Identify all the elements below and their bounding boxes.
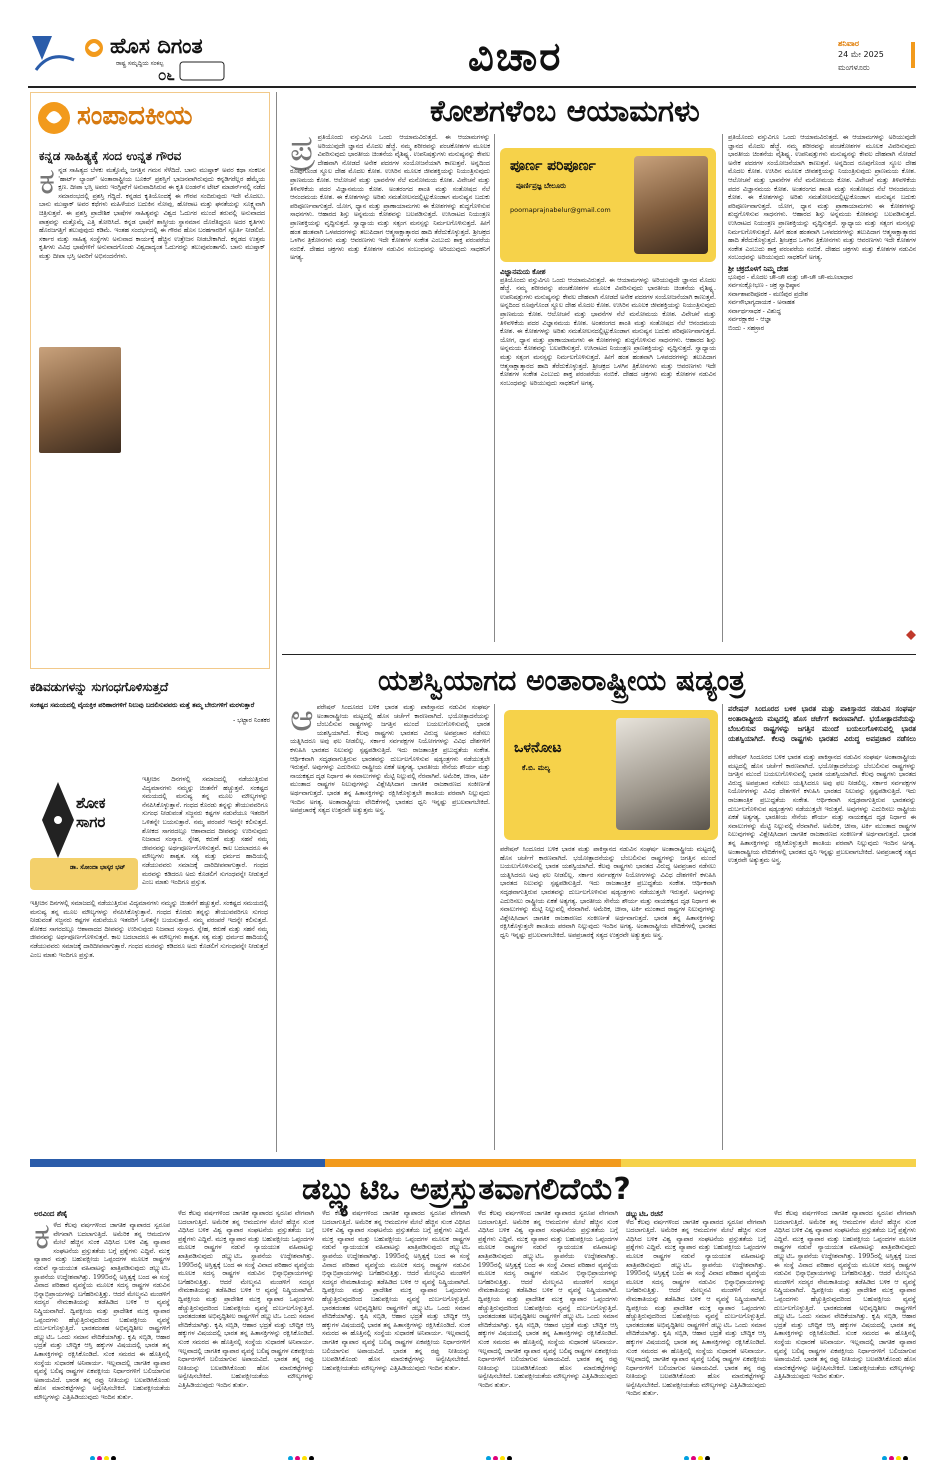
second-article — [282, 660, 916, 1154]
editorial-dropcap: ಕ — [39, 167, 56, 202]
paper-name: ಹೊಸ ದಿಗಂತ — [110, 34, 203, 58]
reg-mark — [684, 1446, 712, 1454]
section-divider — [30, 1159, 916, 1167]
reg-mark — [288, 1446, 316, 1454]
bottom-col-5 — [626, 1210, 766, 1436]
lead-subhead-sri: ಶ್ರೀ ಚಕ್ರದೊಳಗೆ ನಿಮ್ಮ ದೇಹ — [728, 264, 789, 273]
editorial-body — [39, 167, 265, 663]
bottom-col-4 — [478, 1210, 618, 1436]
reg-mark — [90, 1446, 118, 1454]
editorial-label: ಸಂಪಾದಕೀಯ — [77, 101, 193, 131]
editorial-logo-icon — [37, 101, 71, 135]
reg-mark — [882, 1446, 910, 1454]
bottom-col-2 — [178, 1210, 314, 1436]
second-col-2 — [500, 846, 716, 1150]
lead-col-3 — [728, 134, 916, 642]
second-author-photo — [616, 718, 710, 830]
bottom-text-6: ಳೆದ ಕೆಲವು ವರ್ಷಗಳಿಂದ ಜಾಗತಿಕ ವ್ಯಾಪಾರದ ಸ್ವರೂಪ ವೇಗವಾಗಿ ಬದಲಾಗುತ್ತಿದೆ. ಅಮೆರಿಕ ತನ್ನ ಆಮದುಗಳ ಮೇಲೆ ಹೆಚ್ಚಿನ ಸುಂಕ ವಿಧಿಸಿದ ಬಳಿಕ ವಿಶ್ವ ವ್ಯಾಪಾರ ಸಂಘಟನೆಯ ಪ್ರಸ್ತುತತೆಯ ಬಗ್ಗೆ ಪ್ರಶ್ನೆಗಳು ಎದ್ದಿವೆ. ಮುಕ್ತ ವ್ಯಾಪಾರ ಮತ್ತು ಬಹುಪಕ್ಷೀಯ ಒಪ್ಪಂದಗಳ ಮೂಲಕ ರಾಷ್ಟ್ರಗಳ ನಡುವೆ ನ್ಯಾಯಯುತ ವಹಿವಾಟನ್ನು ಖಾತ್ರಿಪಡಿಸುವುದು ಡಬ್ಲ್ಯುಟಿಒ ಸ್ಥಾಪನೆಯ ಉದ್ದೇಶವಾಗಿತ್ತು. 1995ರಲ್ಲಿ ಅಸ್ತಿತ್ವಕ್ಕೆ ಬಂದ ಈ ಸಂಸ್ಥೆ ವಿವಾದ ಪರಿಹಾರ ವ್ಯವಸ್ಥೆಯ ಮೂಲಕ ಸದಸ್ಯ ರಾಷ್ಟ್ರಗಳ ನಡುವಿನ ಭಿನ್ನಾಭಿಪ್ರಾಯಗಳನ್ನು ಬಗೆಹರಿಸುತ್ತಿತ್ತು. ಆದರೆ ಮೇಲ್ಮನವಿ ಮಂಡಳಿಗೆ ಸದಸ್ಯರ ನೇಮಕಾತಿಯನ್ನು ತಡೆಹಿಡಿದ ಬಳಿಕ ಆ ವ್ಯವಸ್ಥೆ ನಿಷ್ಕ್ರಿಯವಾಗಿದೆ. ದ್ವಿಪಕ್ಷೀಯ ಮತ್ತು ಪ್ರಾದೇಶಿಕ ಮುಕ್ತ ವ್ಯಾಪಾರ ಒಪ್ಪಂದಗಳು ಹೆಚ್ಚುತ್ತಿರುವುದರಿಂದ ಬಹುಪಕ್ಷೀಯ ವ್ಯವಸ್ಥೆ ದುರ್ಬಲಗೊಳ್ಳುತ್ತಿದೆ. ಭಾರತದಂತಹ ಅಭಿವೃದ್ಧಿಶೀಲ ರಾಷ್ಟ್ರಗಳಿಗೆ ಡಬ್ಲ್ಯುಟಿಒ ಒಂದು ಸಮಾನ ವೇದಿಕೆಯಾಗಿತ್ತು. ಕೃಷಿ ಸಬ್ಸಿಡಿ, ಆಹಾರ ಭದ್ರತೆ ಮತ್ತು ಬೌದ್ಧಿಕ ಆಸ್ತಿ ಹಕ್ಕುಗಳ ವಿಷಯದಲ್ಲಿ ಭಾರತ ತನ್ನ ಹಿತಾಸಕ್ತಿಗಳನ್ನು ರಕ್ಷಿಸಿಕೊಂಡಿದೆ. ಸುಂಕ ಸಮರದ ಈ ಹೊತ್ತಿನಲ್ಲಿ ಸಂಸ್ಥೆಯ ಸುಧಾರಣೆ ಅನಿವಾರ್ಯ. ಇಲ್ಲವಾದಲ್ಲಿ ಜಾಗತಿಕ ವ್ಯಾಪಾರ ವ್ಯವಸ್ಥೆ ಬಲಿಷ್ಠ ರಾಷ್ಟ್ರಗಳ ಏಕಪಕ್ಷೀಯ ನಿರ್ಧಾರಗಳಿಗೆ ಬಲಿಯಾಗುವ ಅಪಾಯವಿದೆ. ಭಾರತ ತನ್ನ ರಫ್ತು ನೀತಿಯನ್ನು ಬಲಪಡಿಸಿಕೊಂಡು ಹೊಸ ಮಾರುಕಟ್ಟೆಗಳನ್ನು ಅನ್ವೇಷಿಸಬೇಕಿದೆ. ಬಹುಪಕ್ಷೀಯತೆಯ ಮೌಲ್ಯಗಳನ್ನು ಎತ್ತಿಹಿಡಿಯುವುದು ಇಂದಿನ ತುರ್ತು. — [774, 1210, 916, 1381]
section-title: ವಿಚಾರ — [468, 34, 563, 80]
lead-side-line-4: ಸರ್ವಾರ್ಥಸಾಧಕ - ವಿಶುದ್ಧ — [728, 307, 781, 315]
lead-column-name: ಪೂರ್ಣ ಪರಿಪೂರ್ಣ — [510, 158, 596, 174]
second-text-2: ಪರೇಷನ್ ಸಿಂದೂರದ ಬಳಿಕ ಭಾರತ ಮತ್ತು ಪಾಕಿಸ್ತಾನದ ನಡುವಿನ ಸಂಘರ್ಷ ಅಂತಾರಾಷ್ಟ್ರೀಯ ಮಟ್ಟದಲ್ಲಿ ಹೊಸ ಚರ್ಚೆಗೆ ಕಾರಣವಾಗಿದೆ. ಭಯೋತ್ಪಾದನೆಯನ್ನು ಬೆಂಬಲಿಸುವ ರಾಷ್ಟ್ರಗಳನ್ನು ಜಗತ್ತಿನ ಮುಂದೆ ಬಯಲುಗೊಳಿಸುವಲ್ಲಿ ಭಾರತ ಯಶಸ್ವಿಯಾಗಿದೆ. ಕೆಲವು ರಾಷ್ಟ್ರಗಳು ಭಾರತದ ವಿರುದ್ಧ ಅಪಪ್ರಚಾರ ನಡೆಸಲು ಯತ್ನಿಸಿದರೂ ಅವು ಫಲ ನೀಡಲಿಲ್ಲ. ಸರ್ಕಾರ ಸರ್ವಪಕ್ಷಗಳ ನಿಯೋಗಗಳನ್ನು ವಿವಿಧ ದೇಶಗಳಿಗೆ ಕಳುಹಿಸಿ ಭಾರತದ ನಿಲುವನ್ನು ಸ್ಪಷ್ಟಪಡಿಸುತ್ತಿದೆ. ಇದು ರಾಜತಾಂತ್ರಿಕ ಪ್ರಬುದ್ಧತೆಯ ಸಂಕೇತ. ಆರ್ಥಿಕವಾಗಿ ಸದೃಢವಾಗುತ್ತಿರುವ ಭಾರತವನ್ನು ದುರ್ಬಲಗೊಳಿಸುವ ಷಡ್ಯಂತ್ರಗಳು ನಡೆಯುತ್ತಲೇ ಇರುತ್ತವೆ. ಅವುಗಳನ್ನು ಎದುರಿಸಲು ರಾಷ್ಟ್ರೀಯ ಏಕತೆ ಅತ್ಯಗತ್ಯ. ಭಾರತೀಯ ಸೇನೆಯ ಶೌರ್ಯ ಮತ್ತು ನಾಯಕತ್ವದ ದೃಢ ನಿರ್ಧಾರ ಈ ಸವಾಲುಗಳನ್ನು ಮೆಟ್ಟಿ ನಿಲ್ಲುವಲ್ಲಿ ನೆರವಾಗಿವೆ. ಅಮೆರಿಕ, ಚೀನಾ, ಟರ್ಕಿ ಮುಂತಾದ ರಾಷ್ಟ್ರಗಳ ನಿಲುವುಗಳನ್ನು ವಿಶ್ಲೇಷಿಸಿದಾಗ ಜಾಗತಿಕ ರಾಜಕಾರಣದ ಸಂಕೀರ್ಣತೆ ಅರ್ಥವಾಗುತ್ತದೆ. ಭಾರತ ತನ್ನ ಹಿತಾಸಕ್ತಿಗಳನ್ನು ರಕ್ಷಿಸಿಕೊಳ್ಳುತ್ತಲೇ ಶಾಂತಿಯ ಪರವಾಗಿ ನಿಲ್ಲುವುದು ಇಂದಿನ ಅಗತ್ಯ. ಅಂತಾರಾಷ್ಟ್ರೀಯ ವೇದಿಕೆಗಳಲ್ಲಿ ಭಾರತದ ಧ್ವನಿ ಇನ್ನಷ್ಟು ಪ್ರಬಲವಾಗಬೇಕಿದೆ. ಅಪಪ್ರಚಾರಕ್ಕೆ ಸತ್ಯದ ಉತ್ತರವೇ ಅತ್ಯುತ್ತಮ ಅಸ್ತ್ರ. — [500, 846, 716, 939]
lead-side-line-5: ಸರ್ವರಕ್ಷಾಕರ - ಆಜ್ಞಾ — [728, 316, 772, 324]
divider-gold — [621, 1159, 916, 1167]
lead-text-3: ಪ್ರತಿಯೊಂದು ವಸ್ತುವಿಗೂ ಒಂದು ಆಯಾಮವಿರುತ್ತದೆ. ಈ ಆಯಾಮಗಳನ್ನು ಅರಿಯುವುದೇ ಜ್ಞಾನದ ಮೊದಲ ಹೆಜ್ಜೆ. ನಮ್ಮ ಶರೀರವನ್ನು ಪಂಚಕೋಶಗಳ ಮೂಲಕ ವಿವರಿಸುವುದು ಭಾರತೀಯ ಚಿಂತನೆಯ ವೈಶಿಷ್ಟ್ಯ. ಉಪನಿಷತ್ತುಗಳು ಮನುಷ್ಯನನ್ನು ಕೇವಲ ದೇಹವಾಗಿ ನೋಡದೆ ಅನೇಕ ಪದರಗಳ ಸಂಯೋಜನೆಯಾಗಿ ಕಾಣುತ್ತವೆ. ಅನ್ನದಿಂದ ರೂಪುಗೊಂಡ ಸ್ಥೂಲ ದೇಹ ಮೊದಲ ಕೋಶ. ಉಸಿರಿನ ಮೂಲಕ ಜೀವಶಕ್ತಿಯನ್ನು ನಿಯಂತ್ರಿಸುವುದು ಪ್ರಾಣಮಯ ಕೋಶ. ಆಲೋಚನೆ ಮತ್ತು ಭಾವನೆಗಳ ನೆಲೆ ಮನೋಮಯ ಕೋಶ. ವಿವೇಚನೆ ಮತ್ತು ತಿಳಿವಳಿಕೆಯ ಪದರ ವಿಜ್ಞಾನಮಯ ಕೋಶ. ಅಂತರಂಗದ ಶಾಂತಿ ಮತ್ತು ಸಂತೋಷದ ನೆಲೆ ಆನಂದಮಯ ಕೋಶ. ಈ ಕೋಶಗಳನ್ನು ಅರಿತು ಸಮತೋಲನದಲ್ಲಿಟ್ಟುಕೊಂಡಾಗ ಮನುಷ್ಯನ ಬದುಕು ಪರಿಪೂರ್ಣವಾಗುತ್ತದೆ. ಯೋಗ, ಧ್ಯಾನ ಮತ್ತು ಪ್ರಾಣಾಯಾಮಗಳು ಈ ಕೋಶಗಳನ್ನು ಶುದ್ಧಗೊಳಿಸುವ ಸಾಧನಗಳು. ಆಹಾರದ ಶಿಸ್ತು ಅನ್ನಮಯ ಕೋಶವನ್ನು ಬಲಪಡಿಸುತ್ತದೆ. ಉಸಿರಾಟದ ನಿಯಂತ್ರಣ ಪ್ರಾಣಶಕ್ತಿಯನ್ನು ವೃದ್ಧಿಸುತ್ತದೆ. ಸ್ವಾಧ್ಯಾಯ ಮತ್ತು ಸತ್ಸಂಗ ಮನಸ್ಸನ್ನು ನಿರ್ಮಲಗೊಳಿಸುತ್ತದೆ. ಹೀಗೆ ಹಂತ ಹಂತವಾಗಿ ಒಳಪದರಗಳನ್ನು ತಲುಪಿದಾಗ ಆತ್ಮಸಾಕ್ಷಾತ್ಕಾರದ ಹಾದಿ ತೆರೆದುಕೊಳ್ಳುತ್ತದೆ. ಶ್ರೀಚಕ್ರದ ಒಳಗಿನ ತ್ರಿಕೋನಗಳು ಮತ್ತು ಆವರಣಗಳು ಇದೇ ಕೋಶಗಳ ಸಂಕೇತ ಎಂಬುದು ಶಾಕ್ತ ಪರಂಪರೆಯ ನಂಬಿಕೆ. ದೇಹದ ಚಕ್ರಗಳು ಮತ್ತು ಕೋಶಗಳ ನಡುವಿನ ಸಂಬಂಧವನ್ನು ಅರಿಯುವುದು ಸಾಧಕನಿಗೆ ಅಗತ್ಯ. — [728, 134, 916, 262]
divider-orange — [325, 1159, 620, 1167]
paper-tagline: ರಾಷ್ಟ್ರ ಸಮೃದ್ಧಿಯ ಸಂಕಲ್ಪ — [116, 60, 164, 67]
lead-text-2: ಪ್ರತಿಯೊಂದು ವಸ್ತುವಿಗೂ ಒಂದು ಆಯಾಮವಿರುತ್ತದೆ. ಈ ಆಯಾಮಗಳನ್ನು ಅರಿಯುವುದೇ ಜ್ಞಾನದ ಮೊದಲ ಹೆಜ್ಜೆ. ನಮ್ಮ ಶರೀರವನ್ನು ಪಂಚಕೋಶಗಳ ಮೂಲಕ ವಿವರಿಸುವುದು ಭಾರತೀಯ ಚಿಂತನೆಯ ವೈಶಿಷ್ಟ್ಯ. ಉಪನಿಷತ್ತುಗಳು ಮನುಷ್ಯನನ್ನು ಕೇವಲ ದೇಹವಾಗಿ ನೋಡದೆ ಅನೇಕ ಪದರಗಳ ಸಂಯೋಜನೆಯಾಗಿ ಕಾಣುತ್ತವೆ. ಅನ್ನದಿಂದ ರೂಪುಗೊಂಡ ಸ್ಥೂಲ ದೇಹ ಮೊದಲ ಕೋಶ. ಉಸಿರಿನ ಮೂಲಕ ಜೀವಶಕ್ತಿಯನ್ನು ನಿಯಂತ್ರಿಸುವುದು ಪ್ರಾಣಮಯ ಕೋಶ. ಆಲೋಚನೆ ಮತ್ತು ಭಾವನೆಗಳ ನೆಲೆ ಮನೋಮಯ ಕೋಶ. ವಿವೇಚನೆ ಮತ್ತು ತಿಳಿವಳಿಕೆಯ ಪದರ ವಿಜ್ಞಾನಮಯ ಕೋಶ. ಅಂತರಂಗದ ಶಾಂತಿ ಮತ್ತು ಸಂತೋಷದ ನೆಲೆ ಆನಂದಮಯ ಕೋಶ. ಈ ಕೋಶಗಳನ್ನು ಅರಿತು ಸಮತೋಲನದಲ್ಲಿಟ್ಟುಕೊಂಡಾಗ ಮನುಷ್ಯನ ಬದುಕು ಪರಿಪೂರ್ಣವಾಗುತ್ತದೆ. ಯೋಗ, ಧ್ಯಾನ ಮತ್ತು ಪ್ರಾಣಾಯಾಮಗಳು ಈ ಕೋಶಗಳನ್ನು ಶುದ್ಧಗೊಳಿಸುವ ಸಾಧನಗಳು. ಆಹಾರದ ಶಿಸ್ತು ಅನ್ನಮಯ ಕೋಶವನ್ನು ಬಲಪಡಿಸುತ್ತದೆ. ಉಸಿರಾಟದ ನಿಯಂತ್ರಣ ಪ್ರಾಣಶಕ್ತಿಯನ್ನು ವೃದ್ಧಿಸುತ್ತದೆ. ಸ್ವಾಧ್ಯಾಯ ಮತ್ತು ಸತ್ಸಂಗ ಮನಸ್ಸನ್ನು ನಿರ್ಮಲಗೊಳಿಸುತ್ತದೆ. ಹೀಗೆ ಹಂತ ಹಂತವಾಗಿ ಒಳಪದರಗಳನ್ನು ತಲುಪಿದಾಗ ಆತ್ಮಸಾಕ್ಷಾತ್ಕಾರದ ಹಾದಿ ತೆರೆದುಕೊಳ್ಳುತ್ತದೆ. ಶ್ರೀಚಕ್ರದ ಒಳಗಿನ ತ್ರಿಕೋನಗಳು ಮತ್ತು ಆವರಣಗಳು ಇದೇ ಕೋಶಗಳ ಸಂಕೇತ ಎಂಬುದು ಶಾಕ್ತ ಪರಂಪರೆಯ ನಂಬಿಕೆ. ದೇಹದ ಚಕ್ರಗಳು ಮತ್ತು ಕೋಶಗಳ ನಡುವಿನ ಸಂಬಂಧವನ್ನು ಅರಿಯುವುದು ಸಾಧಕನಿಗೆ ಅಗತ್ಯ. — [500, 276, 716, 387]
sidebar-author: - ಭಟ್ಟಾರ ನಿಂತಕರ — [232, 716, 270, 724]
bottom-col-3 — [322, 1210, 470, 1436]
city: ಮಂಗಳೂರು — [838, 63, 870, 72]
second-author: ಕೆ.ಬಿ. ಮಲ್ಯ — [522, 764, 551, 772]
bottom-text-3: ಳೆದ ಕೆಲವು ವರ್ಷಗಳಿಂದ ಜಾಗತಿಕ ವ್ಯಾಪಾರದ ಸ್ವರೂಪ ವೇಗವಾಗಿ ಬದಲಾಗುತ್ತಿದೆ. ಅಮೆರಿಕ ತನ್ನ ಆಮದುಗಳ ಮೇಲೆ ಹೆಚ್ಚಿನ ಸುಂಕ ವಿಧಿಸಿದ ಬಳಿಕ ವಿಶ್ವ ವ್ಯಾಪಾರ ಸಂಘಟನೆಯ ಪ್ರಸ್ತುತತೆಯ ಬಗ್ಗೆ ಪ್ರಶ್ನೆಗಳು ಎದ್ದಿವೆ. ಮುಕ್ತ ವ್ಯಾಪಾರ ಮತ್ತು ಬಹುಪಕ್ಷೀಯ ಒಪ್ಪಂದಗಳ ಮೂಲಕ ರಾಷ್ಟ್ರಗಳ ನಡುವೆ ನ್ಯಾಯಯುತ ವಹಿವಾಟನ್ನು ಖಾತ್ರಿಪಡಿಸುವುದು ಡಬ್ಲ್ಯುಟಿಒ ಸ್ಥಾಪನೆಯ ಉದ್ದೇಶವಾಗಿತ್ತು. 1995ರಲ್ಲಿ ಅಸ್ತಿತ್ವಕ್ಕೆ ಬಂದ ಈ ಸಂಸ್ಥೆ ವಿವಾದ ಪರಿಹಾರ ವ್ಯವಸ್ಥೆಯ ಮೂಲಕ ಸದಸ್ಯ ರಾಷ್ಟ್ರಗಳ ನಡುವಿನ ಭಿನ್ನಾಭಿಪ್ರಾಯಗಳನ್ನು ಬಗೆಹರಿಸುತ್ತಿತ್ತು. ಆದರೆ ಮೇಲ್ಮನವಿ ಮಂಡಳಿಗೆ ಸದಸ್ಯರ ನೇಮಕಾತಿಯನ್ನು ತಡೆಹಿಡಿದ ಬಳಿಕ ಆ ವ್ಯವಸ್ಥೆ ನಿಷ್ಕ್ರಿಯವಾಗಿದೆ. ದ್ವಿಪಕ್ಷೀಯ ಮತ್ತು ಪ್ರಾದೇಶಿಕ ಮುಕ್ತ ವ್ಯಾಪಾರ ಒಪ್ಪಂದಗಳು ಹೆಚ್ಚುತ್ತಿರುವುದರಿಂದ ಬಹುಪಕ್ಷೀಯ ವ್ಯವಸ್ಥೆ ದುರ್ಬಲಗೊಳ್ಳುತ್ತಿದೆ. ಭಾರತದಂತಹ ಅಭಿವೃದ್ಧಿಶೀಲ ರಾಷ್ಟ್ರಗಳಿಗೆ ಡಬ್ಲ್ಯುಟಿಒ ಒಂದು ಸಮಾನ ವೇದಿಕೆಯಾಗಿತ್ತು. ಕೃಷಿ ಸಬ್ಸಿಡಿ, ಆಹಾರ ಭದ್ರತೆ ಮತ್ತು ಬೌದ್ಧಿಕ ಆಸ್ತಿ ಹಕ್ಕುಗಳ ವಿಷಯದಲ್ಲಿ ಭಾರತ ತನ್ನ ಹಿತಾಸಕ್ತಿಗಳನ್ನು ರಕ್ಷಿಸಿಕೊಂಡಿದೆ. ಸುಂಕ ಸಮರದ ಈ ಹೊತ್ತಿನಲ್ಲಿ ಸಂಸ್ಥೆಯ ಸುಧಾರಣೆ ಅನಿವಾರ್ಯ. ಇಲ್ಲವಾದಲ್ಲಿ ಜಾಗತಿಕ ವ್ಯಾಪಾರ ವ್ಯವಸ್ಥೆ ಬಲಿಷ್ಠ ರಾಷ್ಟ್ರಗಳ ಏಕಪಕ್ಷೀಯ ನಿರ್ಧಾರಗಳಿಗೆ ಬಲಿಯಾಗುವ ಅಪಾಯವಿದೆ. ಭಾರತ ತನ್ನ ರಫ್ತು ನೀತಿಯನ್ನು ಬಲಪಡಿಸಿಕೊಂಡು ಹೊಸ ಮಾರುಕಟ್ಟೆಗಳನ್ನು ಅನ್ವೇಷಿಸಬೇಕಿದೆ. ಬಹುಪಕ್ಷೀಯತೆಯ ಮೌಲ್ಯಗಳನ್ನು ಎತ್ತಿಹಿಡಿಯುವುದು ಇಂದಿನ ತುರ್ತು. — [322, 1210, 470, 1372]
bottom-col-6 — [774, 1210, 916, 1436]
second-pullquote — [728, 704, 916, 744]
column-rule-left — [276, 92, 277, 1152]
lead-subhead-1: ವಿಜ್ಞಾನಮಯ ಕೋಶ — [500, 268, 546, 276]
lead-column-badge — [500, 148, 716, 262]
page-number: ೦೬ — [158, 66, 175, 84]
lead-article — [282, 92, 916, 652]
divider-blue — [30, 1159, 325, 1167]
second-pullquote-text: ಪರೇಷನ್ ಸಿಂದೂರದ ಬಳಿಕ ಭಾರತ ಮತ್ತು ಪಾಕಿಸ್ತಾನದ ನಡುವಿನ ಸಂಘರ್ಷ ಅಂತಾರಾಷ್ಟ್ರೀಯ ಮಟ್ಟದಲ್ಲಿ ಹೊಸ ಚರ್ಚೆಗೆ ಕಾರಣವಾಗಿದೆ. ಭಯೋತ್ಪಾದನೆಯನ್ನು ಬೆಂಬಲಿಸುವ ರಾಷ್ಟ್ರಗಳನ್ನು ಜಗತ್ತಿನ ಮುಂದೆ ಬಯಲುಗೊಳಿಸುವಲ್ಲಿ ಭಾರತ ಯಶಸ್ವಿಯಾಗಿದೆ. ಕೆಲವು ರಾಷ್ಟ್ರಗಳು ಭಾರತದ ವಿರುದ್ಧ ಅಪಪ್ರಚಾರ ನಡೆಸಲು — [728, 704, 916, 743]
reg-mark — [486, 1446, 514, 1454]
lead-email: poornaprajnabelur@gmail.com — [510, 206, 611, 214]
editorial-photo — [39, 347, 121, 453]
lead-side-line-2: ಸರ್ವಾಶಾಪರಿಪೂರಕ - ಮಣಿಪುರ ಪ್ರದೇಶ — [728, 290, 808, 298]
second-dropcap: ಆ — [290, 704, 314, 739]
sidebar-text-b: ಇತ್ತೀಚಿನ ದಿನಗಳಲ್ಲಿ ಸಮಾಜದಲ್ಲಿ ನಡೆಯುತ್ತಿರುವ ವಿದ್ಯಮಾನಗಳು ನಮ್ಮನ್ನು ಚಿಂತನೆಗೆ ಹಚ್ಚುತ್ತವೆ. ಸಂಕಷ್ಟದ ಸಮಯದಲ್ಲಿ ಮನುಷ್ಯ ತನ್ನ ಮೂಲ ಮೌಲ್ಯಗಳನ್ನು ನೆನಪಿಸಿಕೊಳ್ಳುತ್ತಾನೆ. ಗಂಧದ ಕೊರಡು ತನ್ನನ್ನು ತೇಯುವವರಿಗೂ ಸುಗಂಧ ನೀಡುವಂತೆ ಸಜ್ಜನರು ಕಷ್ಟಗಳ ನಡುವೆಯೂ ಇತರರಿಗೆ ಒಳಿತನ್ನೇ ಬಯಸುತ್ತಾರೆ. ನಮ್ಮ ಪರಂಪರೆ ಇದನ್ನೇ ಕಲಿಸುತ್ತದೆ. ಶೋಕದ ಸಾಗರದಲ್ಲೂ ಆಶಾವಾದದ ದೀಪವನ್ನು ಉರಿಸುವುದು ನಿಜವಾದ ಸಂಸ್ಕಾರ. ಸ್ನೇಹ, ಕರುಣೆ ಮತ್ತು ಸಹನೆ ನಮ್ಮ ಜೀವನವನ್ನು ಅರ್ಥಪೂರ್ಣಗೊಳಿಸುತ್ತವೆ. ಕಾಲ ಬದಲಾದರೂ ಈ ಮೌಲ್ಯಗಳು ಶಾಶ್ವತ. ಸತ್ಯ ಮತ್ತು ಧರ್ಮದ ಹಾದಿಯಲ್ಲಿ ನಡೆಯುವವರು ಸಮಾಜಕ್ಕೆ ದಾರಿದೀಪವಾಗುತ್ತಾರೆ. ಗಂಧದ ಮರವನ್ನು ಕಡಿದರೂ ಅದು ಕೊಡಲಿಗೆ ಸುಗಂಧವನ್ನೇ ನೀಡುತ್ತದೆ ಎಂಬ ಮಾತು ಇಂದಿಗೂ ಪ್ರಸ್ತುತ. — [30, 900, 268, 959]
second-text-1: ಪರೇಷನ್ ಸಿಂದೂರದ ಬಳಿಕ ಭಾರತ ಮತ್ತು ಪಾಕಿಸ್ತಾನದ ನಡುವಿನ ಸಂಘರ್ಷ ಅಂತಾರಾಷ್ಟ್ರೀಯ ಮಟ್ಟದಲ್ಲಿ ಹೊಸ ಚರ್ಚೆಗೆ ಕಾರಣವಾಗಿದೆ. ಭಯೋತ್ಪಾದನೆಯನ್ನು ಬೆಂಬಲಿಸುವ ರಾಷ್ಟ್ರಗಳನ್ನು ಜಗತ್ತಿನ ಮುಂದೆ ಬಯಲುಗೊಳಿಸುವಲ್ಲಿ ಭಾರತ ಯಶಸ್ವಿಯಾಗಿದೆ. ಕೆಲವು ರಾಷ್ಟ್ರಗಳು ಭಾರತದ ವಿರುದ್ಧ ಅಪಪ್ರಚಾರ ನಡೆಸಲು ಯತ್ನಿಸಿದರೂ ಅವು ಫಲ ನೀಡಲಿಲ್ಲ. ಸರ್ಕಾರ ಸರ್ವಪಕ್ಷಗಳ ನಿಯೋಗಗಳನ್ನು ವಿವಿಧ ದೇಶಗಳಿಗೆ ಕಳುಹಿಸಿ ಭಾರತದ ನಿಲುವನ್ನು ಸ್ಪಷ್ಟಪಡಿಸುತ್ತಿದೆ. ಇದು ರಾಜತಾಂತ್ರಿಕ ಪ್ರಬುದ್ಧತೆಯ ಸಂಕೇತ. ಆರ್ಥಿಕವಾಗಿ ಸದೃಢವಾಗುತ್ತಿರುವ ಭಾರತವನ್ನು ದುರ್ಬಲಗೊಳಿಸುವ ಷಡ್ಯಂತ್ರಗಳು ನಡೆಯುತ್ತಲೇ ಇರುತ್ತವೆ. ಅವುಗಳನ್ನು ಎದುರಿಸಲು ರಾಷ್ಟ್ರೀಯ ಏಕತೆ ಅತ್ಯಗತ್ಯ. ಭಾರತೀಯ ಸೇನೆಯ ಶೌರ್ಯ ಮತ್ತು ನಾಯಕತ್ವದ ದೃಢ ನಿರ್ಧಾರ ಈ ಸವಾಲುಗಳನ್ನು ಮೆಟ್ಟಿ ನಿಲ್ಲುವಲ್ಲಿ ನೆರವಾಗಿವೆ. ಅಮೆರಿಕ, ಚೀನಾ, ಟರ್ಕಿ ಮುಂತಾದ ರಾಷ್ಟ್ರಗಳ ನಿಲುವುಗಳನ್ನು ವಿಶ್ಲೇಷಿಸಿದಾಗ ಜಾಗತಿಕ ರಾಜಕಾರಣದ ಸಂಕೀರ್ಣತೆ ಅರ್ಥವಾಗುತ್ತದೆ. ಭಾರತ ತನ್ನ ಹಿತಾಸಕ್ತಿಗಳನ್ನು ರಕ್ಷಿಸಿಕೊಳ್ಳುತ್ತಲೇ ಶಾಂತಿಯ ಪರವಾಗಿ ನಿಲ್ಲುವುದು ಇಂದಿನ ಅಗತ್ಯ. ಅಂತಾರಾಷ್ಟ್ರೀಯ ವೇದಿಕೆಗಳಲ್ಲಿ ಭಾರತದ ಧ್ವನಿ ಇನ್ನಷ್ಟು ಪ್ರಬಲವಾಗಬೇಕಿದೆ. ಅಪಪ್ರಚಾರಕ್ಕೆ ಸತ್ಯದ ಉತ್ತರವೇ ಅತ್ಯುತ್ತಮ ಅಸ್ತ್ರ. — [290, 704, 490, 815]
editorial-header — [37, 99, 263, 139]
weekday: ಶನಿವಾರ — [838, 39, 860, 48]
columnist-name: ಡಾ. ಸೋಂದಾ ಭಾಸ್ಕರ ಭಟ್ — [70, 864, 126, 871]
lead-col-1 — [290, 134, 490, 642]
second-text-3: ಪರೇಷನ್ ಸಿಂದೂರದ ಬಳಿಕ ಭಾರತ ಮತ್ತು ಪಾಕಿಸ್ತಾನದ ನಡುವಿನ ಸಂಘರ್ಷ ಅಂತಾರಾಷ್ಟ್ರೀಯ ಮಟ್ಟದಲ್ಲಿ ಹೊಸ ಚರ್ಚೆಗೆ ಕಾರಣವಾಗಿದೆ. ಭಯೋತ್ಪಾದನೆಯನ್ನು ಬೆಂಬಲಿಸುವ ರಾಷ್ಟ್ರಗಳನ್ನು ಜಗತ್ತಿನ ಮುಂದೆ ಬಯಲುಗೊಳಿಸುವಲ್ಲಿ ಭಾರತ ಯಶಸ್ವಿಯಾಗಿದೆ. ಕೆಲವು ರಾಷ್ಟ್ರಗಳು ಭಾರತದ ವಿರುದ್ಧ ಅಪಪ್ರಚಾರ ನಡೆಸಲು ಯತ್ನಿಸಿದರೂ ಅವು ಫಲ ನೀಡಲಿಲ್ಲ. ಸರ್ಕಾರ ಸರ್ವಪಕ್ಷಗಳ ನಿಯೋಗಗಳನ್ನು ವಿವಿಧ ದೇಶಗಳಿಗೆ ಕಳುಹಿಸಿ ಭಾರತದ ನಿಲುವನ್ನು ಸ್ಪಷ್ಟಪಡಿಸುತ್ತಿದೆ. ಇದು ರಾಜತಾಂತ್ರಿಕ ಪ್ರಬುದ್ಧತೆಯ ಸಂಕೇತ. ಆರ್ಥಿಕವಾಗಿ ಸದೃಢವಾಗುತ್ತಿರುವ ಭಾರತವನ್ನು ದುರ್ಬಲಗೊಳಿಸುವ ಷಡ್ಯಂತ್ರಗಳು ನಡೆಯುತ್ತಲೇ ಇರುತ್ತವೆ. ಅವುಗಳನ್ನು ಎದುರಿಸಲು ರಾಷ್ಟ್ರೀಯ ಏಕತೆ ಅತ್ಯಗತ್ಯ. ಭಾರತೀಯ ಸೇನೆಯ ಶೌರ್ಯ ಮತ್ತು ನಾಯಕತ್ವದ ದೃಢ ನಿರ್ಧಾರ ಈ ಸವಾಲುಗಳನ್ನು ಮೆಟ್ಟಿ ನಿಲ್ಲುವಲ್ಲಿ ನೆರವಾಗಿವೆ. ಅಮೆರಿಕ, ಚೀನಾ, ಟರ್ಕಿ ಮುಂತಾದ ರಾಷ್ಟ್ರಗಳ ನಿಲುವುಗಳನ್ನು ವಿಶ್ಲೇಷಿಸಿದಾಗ ಜಾಗತಿಕ ರಾಜಕಾರಣದ ಸಂಕೀರ್ಣತೆ ಅರ್ಥವಾಗುತ್ತದೆ. ಭಾರತ ತನ್ನ ಹಿತಾಸಕ್ತಿಗಳನ್ನು ರಕ್ಷಿಸಿಕೊಳ್ಳುತ್ತಲೇ ಶಾಂತಿಯ ಪರವಾಗಿ ನಿಲ್ಲುವುದು ಇಂದಿನ ಅಗತ್ಯ. ಅಂತಾರಾಷ್ಟ್ರೀಯ ವೇದಿಕೆಗಳಲ್ಲಿ ಭಾರತದ ಧ್ವನಿ ಇನ್ನಷ್ಟು ಪ್ರಬಲವಾಗಬೇಕಿದೆ. ಅಪಪ್ರಚಾರಕ್ಕೆ ಸತ್ಯದ ಉತ್ತರವೇ ಅತ್ಯುತ್ತಮ ಅಸ್ತ್ರ. — [728, 754, 916, 865]
masthead — [0, 0, 945, 88]
editorial-title: ಕನ್ನಡ ಸಾಹಿತ್ಯಕ್ಕೆ ಸಂದ ಉನ್ನತ ಗೌರವ — [39, 149, 182, 163]
sidebar-story — [30, 680, 270, 1155]
masthead-logo — [30, 30, 230, 84]
editorial-text: ನ್ನಡ ಸಾಹಿತ್ಯದ ಬೆಳಕು ಮತ್ತೊಮ್ಮೆ ಜಗತ್ತಿನ ಗಮನ ಸೆಳೆದಿದೆ. ಬಾನು ಮುಷ್ತಾಕ್ ಅವರ ಕಥಾ ಸಂಕಲನ 'ಹಾರ್ಟ್ ಲ್ಯಾಂಪ್' ಅಂತಾರಾಷ್ಟ್ರೀಯ ಬೂಕರ್ ಪ್ರಶಸ್ತಿಗೆ ಭಾಜನವಾಗಿರುವುದು ಕನ್ನಡಿಗರೆಲ್ಲರ ಹೆಮ್ಮೆಯ ಕ್ಷಣ. ದೀಪಾ ಭಸ್ತಿ ಅವರು ಇಂಗ್ಲಿಷ್‌ಗೆ ಅನುವಾದಿಸಿರುವ ಈ ಕೃತಿ ಲಂಡನ್‌ನ ಟೇಟ್ ಮಾಡರ್ನ್‌ನಲ್ಲಿ ನಡೆದ ಸಮಾರಂಭದಲ್ಲಿ ಪ್ರಶಸ್ತಿ ಗೆದ್ದಿದೆ. ಕನ್ನಡದ ಕೃತಿಯೊಂದಕ್ಕೆ ಈ ಗೌರವ ಸಂದಿರುವುದು ಇದೇ ಮೊದಲು. ಬಾನು ಮುಷ್ತಾಕ್ ಅವರ ಕಥೆಗಳು ಮಹಿಳೆಯರ ಬದುಕಿನ ನೋವು, ಹೋರಾಟ ಮತ್ತು ಘನತೆಯನ್ನು ಸೂಕ್ಷ್ಮವಾಗಿ ಚಿತ್ರಿಸುತ್ತವೆ. ಈ ಪ್ರಶಸ್ತಿ ಪ್ರಾದೇಶಿಕ ಭಾಷೆಗಳ ಸಾಹಿತ್ಯವನ್ನು ವಿಶ್ವದ ಓದುಗರ ಮುಂದೆ ತರುವಲ್ಲಿ ಅನುವಾದದ ಪಾತ್ರವನ್ನು ಮತ್ತೊಮ್ಮೆ ಎತ್ತಿ ತೋರಿಸಿದೆ. ಕನ್ನಡ ಭಾಷೆಗೆ ಶಾಸ್ತ್ರೀಯ ಸ್ಥಾನಮಾನ ದೊರೆತಿದ್ದರೂ ಅದರ ಕೃತಿಗಳು ಹೊರಜಗತ್ತಿಗೆ ತಲುಪುವುದು ಕಡಿಮೆ. ಇಂತಹ ಸಂದರ್ಭದಲ್ಲಿ ಈ ಗೌರವ ಹೊಸ ಬರಹಗಾರರಿಗೆ ಸ್ಫೂರ್ತಿ ನೀಡಲಿದೆ. ಸರ್ಕಾರ ಮತ್ತು ಸಾಹಿತ್ಯ ಸಂಸ್ಥೆಗಳು ಅನುವಾದ ಕಾರ್ಯಕ್ಕೆ ಹೆಚ್ಚಿನ ಉತ್ತೇಜನ ನೀಡಬೇಕಾಗಿದೆ. ಕನ್ನಡದ ಉತ್ತಮ ಕೃತಿಗಳು ವಿವಿಧ ಭಾಷೆಗಳಿಗೆ ಅನುವಾದಗೊಂಡು ವಿಶ್ವದಾದ್ಯಂತ ಓದುಗರನ್ನು ತಲುಪುವಂತಾಗಲಿ. ಬಾನು ಮುಷ್ತಾಕ್ ಮತ್ತು ದೀಪಾ ಭಸ್ತಿ ಅವರಿಗೆ ಅಭಿನಂದನೆಗಳು. — [39, 167, 265, 260]
sidebar-text-a: ಇತ್ತೀಚಿನ ದಿನಗಳಲ್ಲಿ ಸಮಾಜದಲ್ಲಿ ನಡೆಯುತ್ತಿರುವ ವಿದ್ಯಮಾನಗಳು ನಮ್ಮನ್ನು ಚಿಂತನೆಗೆ ಹಚ್ಚುತ್ತವೆ. ಸಂಕಷ್ಟದ ಸಮಯದಲ್ಲಿ ಮನುಷ್ಯ ತನ್ನ ಮೂಲ ಮೌಲ್ಯಗಳನ್ನು ನೆನಪಿಸಿಕೊಳ್ಳುತ್ತಾನೆ. ಗಂಧದ ಕೊರಡು ತನ್ನನ್ನು ತೇಯುವವರಿಗೂ ಸುಗಂಧ ನೀಡುವಂತೆ ಸಜ್ಜನರು ಕಷ್ಟಗಳ ನಡುವೆಯೂ ಇತರರಿಗೆ ಒಳಿತನ್ನೇ ಬಯಸುತ್ತಾರೆ. ನಮ್ಮ ಪರಂಪರೆ ಇದನ್ನೇ ಕಲಿಸುತ್ತದೆ. ಶೋಕದ ಸಾಗರದಲ್ಲೂ ಆಶಾವಾದದ ದೀಪವನ್ನು ಉರಿಸುವುದು ನಿಜವಾದ ಸಂಸ್ಕಾರ. ಸ್ನೇಹ, ಕರುಣೆ ಮತ್ತು ಸಹನೆ ನಮ್ಮ ಜೀವನವನ್ನು ಅರ್ಥಪೂರ್ಣಗೊಳಿಸುತ್ತವೆ. ಕಾಲ ಬದಲಾದರೂ ಈ ಮೌಲ್ಯಗಳು ಶಾಶ್ವತ. ಸತ್ಯ ಮತ್ತು ಧರ್ಮದ ಹಾದಿಯಲ್ಲಿ ನಡೆಯುವವರು ಸಮಾಜಕ್ಕೆ ದಾರಿದೀಪವಾಗುತ್ತಾರೆ. ಗಂಧದ ಮರವನ್ನು ಕಡಿದರೂ ಅದು ಕೊಡಲಿಗೆ ಸುಗಂಧವನ್ನೇ ನೀಡುತ್ತದೆ ಎಂಬ ಮಾತು ಇಂದಿಗೂ ಪ್ರಸ್ತುತ. — [142, 776, 268, 887]
dateline — [838, 38, 908, 73]
masthead-rule — [28, 86, 916, 88]
registration-marks — [90, 1446, 910, 1454]
second-rule-2 — [722, 704, 723, 1150]
bottom-subhead: ಡಬ್ಲ್ಯುಟಿಒ ರಚನೆ — [626, 1210, 663, 1218]
bottom-title: ಡಬ್ಲ್ಯುಟಿಒ ಅಪ್ರಸ್ತುತವಾಗಲಿದೆಯೆ? — [302, 1172, 631, 1207]
lead-side-line-0: ಭೂಪುರ - ಮೊದಲ ಚೌ-ಚೌ ಮತ್ತು ಚೌ-ಚೌ ಚೌ-ಮೂಲಾಧಾರ — [728, 273, 853, 281]
bottom-article — [30, 1172, 916, 1442]
editorial-box — [30, 92, 270, 669]
lead-text-1: ಪ್ರತಿಯೊಂದು ವಸ್ತುವಿಗೂ ಒಂದು ಆಯಾಮವಿರುತ್ತದೆ. ಈ ಆಯಾಮಗಳನ್ನು ಅರಿಯುವುದೇ ಜ್ಞಾನದ ಮೊದಲ ಹೆಜ್ಜೆ. ನಮ್ಮ ಶರೀರವನ್ನು ಪಂಚಕೋಶಗಳ ಮೂಲಕ ವಿವರಿಸುವುದು ಭಾರತೀಯ ಚಿಂತನೆಯ ವೈಶಿಷ್ಟ್ಯ. ಉಪನಿಷತ್ತುಗಳು ಮನುಷ್ಯನನ್ನು ಕೇವಲ ದೇಹವಾಗಿ ನೋಡದೆ ಅನೇಕ ಪದರಗಳ ಸಂಯೋಜನೆಯಾಗಿ ಕಾಣುತ್ತವೆ. ಅನ್ನದಿಂದ ರೂಪುಗೊಂಡ ಸ್ಥೂಲ ದೇಹ ಮೊದಲ ಕೋಶ. ಉಸಿರಿನ ಮೂಲಕ ಜೀವಶಕ್ತಿಯನ್ನು ನಿಯಂತ್ರಿಸುವುದು ಪ್ರಾಣಮಯ ಕೋಶ. ಆಲೋಚನೆ ಮತ್ತು ಭಾವನೆಗಳ ನೆಲೆ ಮನೋಮಯ ಕೋಶ. ವಿವೇಚನೆ ಮತ್ತು ತಿಳಿವಳಿಕೆಯ ಪದರ ವಿಜ್ಞಾನಮಯ ಕೋಶ. ಅಂತರಂಗದ ಶಾಂತಿ ಮತ್ತು ಸಂತೋಷದ ನೆಲೆ ಆನಂದಮಯ ಕೋಶ. ಈ ಕೋಶಗಳನ್ನು ಅರಿತು ಸಮತೋಲನದಲ್ಲಿಟ್ಟುಕೊಂಡಾಗ ಮನುಷ್ಯನ ಬದುಕು ಪರಿಪೂರ್ಣವಾಗುತ್ತದೆ. ಯೋಗ, ಧ್ಯಾನ ಮತ್ತು ಪ್ರಾಣಾಯಾಮಗಳು ಈ ಕೋಶಗಳನ್ನು ಶುದ್ಧಗೊಳಿಸುವ ಸಾಧನಗಳು. ಆಹಾರದ ಶಿಸ್ತು ಅನ್ನಮಯ ಕೋಶವನ್ನು ಬಲಪಡಿಸುತ್ತದೆ. ಉಸಿರಾಟದ ನಿಯಂತ್ರಣ ಪ್ರಾಣಶಕ್ತಿಯನ್ನು ವೃದ್ಧಿಸುತ್ತದೆ. ಸ್ವಾಧ್ಯಾಯ ಮತ್ತು ಸತ್ಸಂಗ ಮನಸ್ಸನ್ನು ನಿರ್ಮಲಗೊಳಿಸುತ್ತದೆ. ಹೀಗೆ ಹಂತ ಹಂತವಾಗಿ ಒಳಪದರಗಳನ್ನು ತಲುಪಿದಾಗ ಆತ್ಮಸಾಕ್ಷಾತ್ಕಾರದ ಹಾದಿ ತೆರೆದುಕೊಳ್ಳುತ್ತದೆ. ಶ್ರೀಚಕ್ರದ ಒಳಗಿನ ತ್ರಿಕೋನಗಳು ಮತ್ತು ಆವರಣಗಳು ಇದೇ ಕೋಶಗಳ ಸಂಕೇತ ಎಂಬುದು ಶಾಕ್ತ ಪರಂಪರೆಯ ನಂಬಿಕೆ. ದೇಹದ ಚಕ್ರಗಳು ಮತ್ತು ಕೋಶಗಳ ನಡುವಿನ ಸಂಬಂಧವನ್ನು ಅರಿಯುವುದು ಸಾಧಕನಿಗೆ ಅಗತ್ಯ. — [290, 134, 490, 262]
lead-title: ಕೋಶಗಳೆಂಬ ಆಯಾಮಗಳು — [430, 94, 700, 129]
second-col-1 — [290, 704, 490, 1150]
lead-rule-1 — [494, 134, 495, 642]
lead-author-photo — [634, 156, 708, 254]
lead-bottom-rule — [282, 654, 916, 655]
second-title: ಯಶಸ್ವಿಯಾಗದ ಅಂತಾರಾಷ್ಟ್ರೀಯ ಷಡ್ಯಂತ್ರ — [378, 664, 746, 697]
column-name-shoka: ಶೋಕ ಸಾಗರ — [76, 794, 106, 831]
bottom-text-2: ಳೆದ ಕೆಲವು ವರ್ಷಗಳಿಂದ ಜಾಗತಿಕ ವ್ಯಾಪಾರದ ಸ್ವರೂಪ ವೇಗವಾಗಿ ಬದಲಾಗುತ್ತಿದೆ. ಅಮೆರಿಕ ತನ್ನ ಆಮದುಗಳ ಮೇಲೆ ಹೆಚ್ಚಿನ ಸುಂಕ ವಿಧಿಸಿದ ಬಳಿಕ ವಿಶ್ವ ವ್ಯಾಪಾರ ಸಂಘಟನೆಯ ಪ್ರಸ್ತುತತೆಯ ಬಗ್ಗೆ ಪ್ರಶ್ನೆಗಳು ಎದ್ದಿವೆ. ಮುಕ್ತ ವ್ಯಾಪಾರ ಮತ್ತು ಬಹುಪಕ್ಷೀಯ ಒಪ್ಪಂದಗಳ ಮೂಲಕ ರಾಷ್ಟ್ರಗಳ ನಡುವೆ ನ್ಯಾಯಯುತ ವಹಿವಾಟನ್ನು ಖಾತ್ರಿಪಡಿಸುವುದು ಡಬ್ಲ್ಯುಟಿಒ ಸ್ಥಾಪನೆಯ ಉದ್ದೇಶವಾಗಿತ್ತು. 1995ರಲ್ಲಿ ಅಸ್ತಿತ್ವಕ್ಕೆ ಬಂದ ಈ ಸಂಸ್ಥೆ ವಿವಾದ ಪರಿಹಾರ ವ್ಯವಸ್ಥೆಯ ಮೂಲಕ ಸದಸ್ಯ ರಾಷ್ಟ್ರಗಳ ನಡುವಿನ ಭಿನ್ನಾಭಿಪ್ರಾಯಗಳನ್ನು ಬಗೆಹರಿಸುತ್ತಿತ್ತು. ಆದರೆ ಮೇಲ್ಮನವಿ ಮಂಡಳಿಗೆ ಸದಸ್ಯರ ನೇಮಕಾತಿಯನ್ನು ತಡೆಹಿಡಿದ ಬಳಿಕ ಆ ವ್ಯವಸ್ಥೆ ನಿಷ್ಕ್ರಿಯವಾಗಿದೆ. ದ್ವಿಪಕ್ಷೀಯ ಮತ್ತು ಪ್ರಾದೇಶಿಕ ಮುಕ್ತ ವ್ಯಾಪಾರ ಒಪ್ಪಂದಗಳು ಹೆಚ್ಚುತ್ತಿರುವುದರಿಂದ ಬಹುಪಕ್ಷೀಯ ವ್ಯವಸ್ಥೆ ದುರ್ಬಲಗೊಳ್ಳುತ್ತಿದೆ. ಭಾರತದಂತಹ ಅಭಿವೃದ್ಧಿಶೀಲ ರಾಷ್ಟ್ರಗಳಿಗೆ ಡಬ್ಲ್ಯುಟಿಒ ಒಂದು ಸಮಾನ ವೇದಿಕೆಯಾಗಿತ್ತು. ಕೃಷಿ ಸಬ್ಸಿಡಿ, ಆಹಾರ ಭದ್ರತೆ ಮತ್ತು ಬೌದ್ಧಿಕ ಆಸ್ತಿ ಹಕ್ಕುಗಳ ವಿಷಯದಲ್ಲಿ ಭಾರತ ತನ್ನ ಹಿತಾಸಕ್ತಿಗಳನ್ನು ರಕ್ಷಿಸಿಕೊಂಡಿದೆ. ಸುಂಕ ಸಮರದ ಈ ಹೊತ್ತಿನಲ್ಲಿ ಸಂಸ್ಥೆಯ ಸುಧಾರಣೆ ಅನಿವಾರ್ಯ. ಇಲ್ಲವಾದಲ್ಲಿ ಜಾಗತಿಕ ವ್ಯಾಪಾರ ವ್ಯವಸ್ಥೆ ಬಲಿಷ್ಠ ರಾಷ್ಟ್ರಗಳ ಏಕಪಕ್ಷೀಯ ನಿರ್ಧಾರಗಳಿಗೆ ಬಲಿಯಾಗುವ ಅಪಾಯವಿದೆ. ಭಾರತ ತನ್ನ ರಫ್ತು ನೀತಿಯನ್ನು ಬಲಪಡಿಸಿಕೊಂಡು ಹೊಸ ಮಾರುಕಟ್ಟೆಗಳನ್ನು ಅನ್ವೇಷಿಸಬೇಕಿದೆ. ಬಹುಪಕ್ಷೀಯತೆಯ ಮೌಲ್ಯಗಳನ್ನು ಎತ್ತಿಹಿಡಿಯುವುದು ಇಂದಿನ ತುರ್ತು. — [178, 1210, 314, 1389]
pen-nib-icon — [38, 780, 78, 860]
bottom-author: ಅರವಿಂದ ಶೆಣೈ — [34, 1210, 68, 1218]
lead-dropcap: ಪ್ರ — [290, 134, 315, 169]
sidebar-body — [142, 776, 268, 896]
bottom-text-1: ಳೆದ ಕೆಲವು ವರ್ಷಗಳಿಂದ ಜಾಗತಿಕ ವ್ಯಾಪಾರದ ಸ್ವರೂಪ ವೇಗವಾಗಿ ಬದಲಾಗುತ್ತಿದೆ. ಅಮೆರಿಕ ತನ್ನ ಆಮದುಗಳ ಮೇಲೆ ಹೆಚ್ಚಿನ ಸುಂಕ ವಿಧಿಸಿದ ಬಳಿಕ ವಿಶ್ವ ವ್ಯಾಪಾರ ಸಂಘಟನೆಯ ಪ್ರಸ್ತುತತೆಯ ಬಗ್ಗೆ ಪ್ರಶ್ನೆಗಳು ಎದ್ದಿವೆ. ಮುಕ್ತ ವ್ಯಾಪಾರ ಮತ್ತು ಬಹುಪಕ್ಷೀಯ ಒಪ್ಪಂದಗಳ ಮೂಲಕ ರಾಷ್ಟ್ರಗಳ ನಡುವೆ ನ್ಯಾಯಯುತ ವಹಿವಾಟನ್ನು ಖಾತ್ರಿಪಡಿಸುವುದು ಡಬ್ಲ್ಯುಟಿಒ ಸ್ಥಾಪನೆಯ ಉದ್ದೇಶವಾಗಿತ್ತು. 1995ರಲ್ಲಿ ಅಸ್ತಿತ್ವಕ್ಕೆ ಬಂದ ಈ ಸಂಸ್ಥೆ ವಿವಾದ ಪರಿಹಾರ ವ್ಯವಸ್ಥೆಯ ಮೂಲಕ ಸದಸ್ಯ ರಾಷ್ಟ್ರಗಳ ನಡುವಿನ ಭಿನ್ನಾಭಿಪ್ರಾಯಗಳನ್ನು ಬಗೆಹರಿಸುತ್ತಿತ್ತು. ಆದರೆ ಮೇಲ್ಮನವಿ ಮಂಡಳಿಗೆ ಸದಸ್ಯರ ನೇಮಕಾತಿಯನ್ನು ತಡೆಹಿಡಿದ ಬಳಿಕ ಆ ವ್ಯವಸ್ಥೆ ನಿಷ್ಕ್ರಿಯವಾಗಿದೆ. ದ್ವಿಪಕ್ಷೀಯ ಮತ್ತು ಪ್ರಾದೇಶಿಕ ಮುಕ್ತ ವ್ಯಾಪಾರ ಒಪ್ಪಂದಗಳು ಹೆಚ್ಚುತ್ತಿರುವುದರಿಂದ ಬಹುಪಕ್ಷೀಯ ವ್ಯವಸ್ಥೆ ದುರ್ಬಲಗೊಳ್ಳುತ್ತಿದೆ. ಭಾರತದಂತಹ ಅಭಿವೃದ್ಧಿಶೀಲ ರಾಷ್ಟ್ರಗಳಿಗೆ ಡಬ್ಲ್ಯುಟಿಒ ಒಂದು ಸಮಾನ ವೇದಿಕೆಯಾಗಿತ್ತು. ಕೃಷಿ ಸಬ್ಸಿಡಿ, ಆಹಾರ ಭದ್ರತೆ ಮತ್ತು ಬೌದ್ಧಿಕ ಆಸ್ತಿ ಹಕ್ಕುಗಳ ವಿಷಯದಲ್ಲಿ ಭಾರತ ತನ್ನ ಹಿತಾಸಕ್ತಿಗಳನ್ನು ರಕ್ಷಿಸಿಕೊಂಡಿದೆ. ಸುಂಕ ಸಮರದ ಈ ಹೊತ್ತಿನಲ್ಲಿ ಸಂಸ್ಥೆಯ ಸುಧಾರಣೆ ಅನಿವಾರ್ಯ. ಇಲ್ಲವಾದಲ್ಲಿ ಜಾಗತಿಕ ವ್ಯಾಪಾರ ವ್ಯವಸ್ಥೆ ಬಲಿಷ್ಠ ರಾಷ್ಟ್ರಗಳ ಏಕಪಕ್ಷೀಯ ನಿರ್ಧಾರಗಳಿಗೆ ಬಲಿಯಾಗುವ ಅಪಾಯವಿದೆ. ಭಾರತ ತನ್ನ ರಫ್ತು ನೀತಿಯನ್ನು ಬಲಪಡಿಸಿಕೊಂಡು ಹೊಸ ಮಾರುಕಟ್ಟೆಗಳನ್ನು ಅನ್ವೇಷಿಸಬೇಕಿದೆ. ಬಹುಪಕ್ಷೀಯತೆಯ ಮೌಲ್ಯಗಳನ್ನು ಎತ್ತಿಹಿಡಿಯುವುದು ಇಂದಿನ ತುರ್ತು. — [34, 1222, 170, 1401]
bottom-dropcap: ಕ — [34, 1222, 51, 1257]
second-column-badge — [504, 710, 718, 840]
bottom-col-1 — [34, 1222, 170, 1436]
shoka-sagara-badge — [30, 774, 138, 892]
diamond-end-icon — [906, 630, 916, 640]
lead-rule-2 — [722, 134, 723, 642]
bottom-text-5: ಳೆದ ಕೆಲವು ವರ್ಷಗಳಿಂದ ಜಾಗತಿಕ ವ್ಯಾಪಾರದ ಸ್ವರೂಪ ವೇಗವಾಗಿ ಬದಲಾಗುತ್ತಿದೆ. ಅಮೆರಿಕ ತನ್ನ ಆಮದುಗಳ ಮೇಲೆ ಹೆಚ್ಚಿನ ಸುಂಕ ವಿಧಿಸಿದ ಬಳಿಕ ವಿಶ್ವ ವ್ಯಾಪಾರ ಸಂಘಟನೆಯ ಪ್ರಸ್ತುತತೆಯ ಬಗ್ಗೆ ಪ್ರಶ್ನೆಗಳು ಎದ್ದಿವೆ. ಮುಕ್ತ ವ್ಯಾಪಾರ ಮತ್ತು ಬಹುಪಕ್ಷೀಯ ಒಪ್ಪಂದಗಳ ಮೂಲಕ ರಾಷ್ಟ್ರಗಳ ನಡುವೆ ನ್ಯಾಯಯುತ ವಹಿವಾಟನ್ನು ಖಾತ್ರಿಪಡಿಸುವುದು ಡಬ್ಲ್ಯುಟಿಒ ಸ್ಥಾಪನೆಯ ಉದ್ದೇಶವಾಗಿತ್ತು. 1995ರಲ್ಲಿ ಅಸ್ತಿತ್ವಕ್ಕೆ ಬಂದ ಈ ಸಂಸ್ಥೆ ವಿವಾದ ಪರಿಹಾರ ವ್ಯವಸ್ಥೆಯ ಮೂಲಕ ಸದಸ್ಯ ರಾಷ್ಟ್ರಗಳ ನಡುವಿನ ಭಿನ್ನಾಭಿಪ್ರಾಯಗಳನ್ನು ಬಗೆಹರಿಸುತ್ತಿತ್ತು. ಆದರೆ ಮೇಲ್ಮನವಿ ಮಂಡಳಿಗೆ ಸದಸ್ಯರ ನೇಮಕಾತಿಯನ್ನು ತಡೆಹಿಡಿದ ಬಳಿಕ ಆ ವ್ಯವಸ್ಥೆ ನಿಷ್ಕ್ರಿಯವಾಗಿದೆ. ದ್ವಿಪಕ್ಷೀಯ ಮತ್ತು ಪ್ರಾದೇಶಿಕ ಮುಕ್ತ ವ್ಯಾಪಾರ ಒಪ್ಪಂದಗಳು ಹೆಚ್ಚುತ್ತಿರುವುದರಿಂದ ಬಹುಪಕ್ಷೀಯ ವ್ಯವಸ್ಥೆ ದುರ್ಬಲಗೊಳ್ಳುತ್ತಿದೆ. ಭಾರತದಂತಹ ಅಭಿವೃದ್ಧಿಶೀಲ ರಾಷ್ಟ್ರಗಳಿಗೆ ಡಬ್ಲ್ಯುಟಿಒ ಒಂದು ಸಮಾನ ವೇದಿಕೆಯಾಗಿತ್ತು. ಕೃಷಿ ಸಬ್ಸಿಡಿ, ಆಹಾರ ಭದ್ರತೆ ಮತ್ತು ಬೌದ್ಧಿಕ ಆಸ್ತಿ ಹಕ್ಕುಗಳ ವಿಷಯದಲ್ಲಿ ಭಾರತ ತನ್ನ ಹಿತಾಸಕ್ತಿಗಳನ್ನು ರಕ್ಷಿಸಿಕೊಂಡಿದೆ. ಸುಂಕ ಸಮರದ ಈ ಹೊತ್ತಿನಲ್ಲಿ ಸಂಸ್ಥೆಯ ಸುಧಾರಣೆ ಅನಿವಾರ್ಯ. ಇಲ್ಲವಾದಲ್ಲಿ ಜಾಗತಿಕ ವ್ಯಾಪಾರ ವ್ಯವಸ್ಥೆ ಬಲಿಷ್ಠ ರಾಷ್ಟ್ರಗಳ ಏಕಪಕ್ಷೀಯ ನಿರ್ಧಾರಗಳಿಗೆ ಬಲಿಯಾಗುವ ಅಪಾಯವಿದೆ. ಭಾರತ ತನ್ನ ರಫ್ತು ನೀತಿಯನ್ನು ಬಲಪಡಿಸಿಕೊಂಡು ಹೊಸ ಮಾರುಕಟ್ಟೆಗಳನ್ನು ಅನ್ವೇಷಿಸಬೇಕಿದೆ. ಬಹುಪಕ್ಷೀಯತೆಯ ಮೌಲ್ಯಗಳನ್ನು ಎತ್ತಿಹಿಡಿಯುವುದು ಇಂದಿನ ತುರ್ತು. — [626, 1218, 766, 1398]
lead-side-line-6: ಬಿಂದು - ಸಹಸ್ರಾರ — [728, 325, 765, 333]
columnist-portrait — [30, 858, 138, 890]
lead-author: ಪೂರ್ಣಿಪ್ರಜ್ಞ ಬೇಲೂರು — [516, 182, 567, 190]
second-col-3 — [728, 704, 916, 1150]
date: 24 ಮೇ 2025 — [838, 50, 884, 59]
lead-side-line-1: ಸರ್ವಸಂಕ್ಷೋಭಣ - ಚಕ್ರ ಸ್ವಾಧಿಷ್ಠಾನ — [728, 282, 800, 290]
second-column-name: ಒಳನೋಟ — [514, 740, 562, 756]
bottom-text-4: ಳೆದ ಕೆಲವು ವರ್ಷಗಳಿಂದ ಜಾಗತಿಕ ವ್ಯಾಪಾರದ ಸ್ವರೂಪ ವೇಗವಾಗಿ ಬದಲಾಗುತ್ತಿದೆ. ಅಮೆರಿಕ ತನ್ನ ಆಮದುಗಳ ಮೇಲೆ ಹೆಚ್ಚಿನ ಸುಂಕ ವಿಧಿಸಿದ ಬಳಿಕ ವಿಶ್ವ ವ್ಯಾಪಾರ ಸಂಘಟನೆಯ ಪ್ರಸ್ತುತತೆಯ ಬಗ್ಗೆ ಪ್ರಶ್ನೆಗಳು ಎದ್ದಿವೆ. ಮುಕ್ತ ವ್ಯಾಪಾರ ಮತ್ತು ಬಹುಪಕ್ಷೀಯ ಒಪ್ಪಂದಗಳ ಮೂಲಕ ರಾಷ್ಟ್ರಗಳ ನಡುವೆ ನ್ಯಾಯಯುತ ವಹಿವಾಟನ್ನು ಖಾತ್ರಿಪಡಿಸುವುದು ಡಬ್ಲ್ಯುಟಿಒ ಸ್ಥಾಪನೆಯ ಉದ್ದೇಶವಾಗಿತ್ತು. 1995ರಲ್ಲಿ ಅಸ್ತಿತ್ವಕ್ಕೆ ಬಂದ ಈ ಸಂಸ್ಥೆ ವಿವಾದ ಪರಿಹಾರ ವ್ಯವಸ್ಥೆಯ ಮೂಲಕ ಸದಸ್ಯ ರಾಷ್ಟ್ರಗಳ ನಡುವಿನ ಭಿನ್ನಾಭಿಪ್ರಾಯಗಳನ್ನು ಬಗೆಹರಿಸುತ್ತಿತ್ತು. ಆದರೆ ಮೇಲ್ಮನವಿ ಮಂಡಳಿಗೆ ಸದಸ್ಯರ ನೇಮಕಾತಿಯನ್ನು ತಡೆಹಿಡಿದ ಬಳಿಕ ಆ ವ್ಯವಸ್ಥೆ ನಿಷ್ಕ್ರಿಯವಾಗಿದೆ. ದ್ವಿಪಕ್ಷೀಯ ಮತ್ತು ಪ್ರಾದೇಶಿಕ ಮುಕ್ತ ವ್ಯಾಪಾರ ಒಪ್ಪಂದಗಳು ಹೆಚ್ಚುತ್ತಿರುವುದರಿಂದ ಬಹುಪಕ್ಷೀಯ ವ್ಯವಸ್ಥೆ ದುರ್ಬಲಗೊಳ್ಳುತ್ತಿದೆ. ಭಾರತದಂತಹ ಅಭಿವೃದ್ಧಿಶೀಲ ರಾಷ್ಟ್ರಗಳಿಗೆ ಡಬ್ಲ್ಯುಟಿಒ ಒಂದು ಸಮಾನ ವೇದಿಕೆಯಾಗಿತ್ತು. ಕೃಷಿ ಸಬ್ಸಿಡಿ, ಆಹಾರ ಭದ್ರತೆ ಮತ್ತು ಬೌದ್ಧಿಕ ಆಸ್ತಿ ಹಕ್ಕುಗಳ ವಿಷಯದಲ್ಲಿ ಭಾರತ ತನ್ನ ಹಿತಾಸಕ್ತಿಗಳನ್ನು ರಕ್ಷಿಸಿಕೊಂಡಿದೆ. ಸುಂಕ ಸಮರದ ಈ ಹೊತ್ತಿನಲ್ಲಿ ಸಂಸ್ಥೆಯ ಸುಧಾರಣೆ ಅನಿವಾರ್ಯ. ಇಲ್ಲವಾದಲ್ಲಿ ಜಾಗತಿಕ ವ್ಯಾಪಾರ ವ್ಯವಸ್ಥೆ ಬಲಿಷ್ಠ ರಾಷ್ಟ್ರಗಳ ಏಕಪಕ್ಷೀಯ ನಿರ್ಧಾರಗಳಿಗೆ ಬಲಿಯಾಗುವ ಅಪಾಯವಿದೆ. ಭಾರತ ತನ್ನ ರಫ್ತು ನೀತಿಯನ್ನು ಬಲಪಡಿಸಿಕೊಂಡು ಹೊಸ ಮಾರುಕಟ್ಟೆಗಳನ್ನು ಅನ್ವೇಷಿಸಬೇಕಿದೆ. ಬಹುಪಕ್ಷೀಯತೆಯ ಮೌಲ್ಯಗಳನ್ನು ಎತ್ತಿಹಿಡಿಯುವುದು ಇಂದಿನ ತುರ್ತು. — [478, 1210, 618, 1389]
sidebar-body-cont — [30, 900, 268, 1150]
lead-side-line-3: ಸರ್ವಸೌಭಾಗ್ಯದಾಯಕ - ಅನಾಹತ — [728, 299, 795, 307]
second-rule-1 — [494, 704, 495, 1150]
dateline-bar — [911, 42, 915, 68]
sidebar-title: ಕಡಿವಡುಗಳನ್ನು ಸುಗಂಧಗೊಳಿಸುತ್ತದೆ — [30, 680, 169, 694]
lead-col-2 — [500, 268, 716, 642]
sidebar-subtitle: ಸಂಕಷ್ಟದ ಸಮಯದಲ್ಲಿ ವೈಯಕ್ತಿಕ ಪರಿಹಾರಗಳಿಗೆ ನಿಲುವು ಬದಲಿಸುವವರು ಮತ್ತೆ ತಮ್ಮ ಬೇರುಗಳಿಗೆ ಮರಳುತ್ತಾರೆ — [30, 701, 255, 709]
